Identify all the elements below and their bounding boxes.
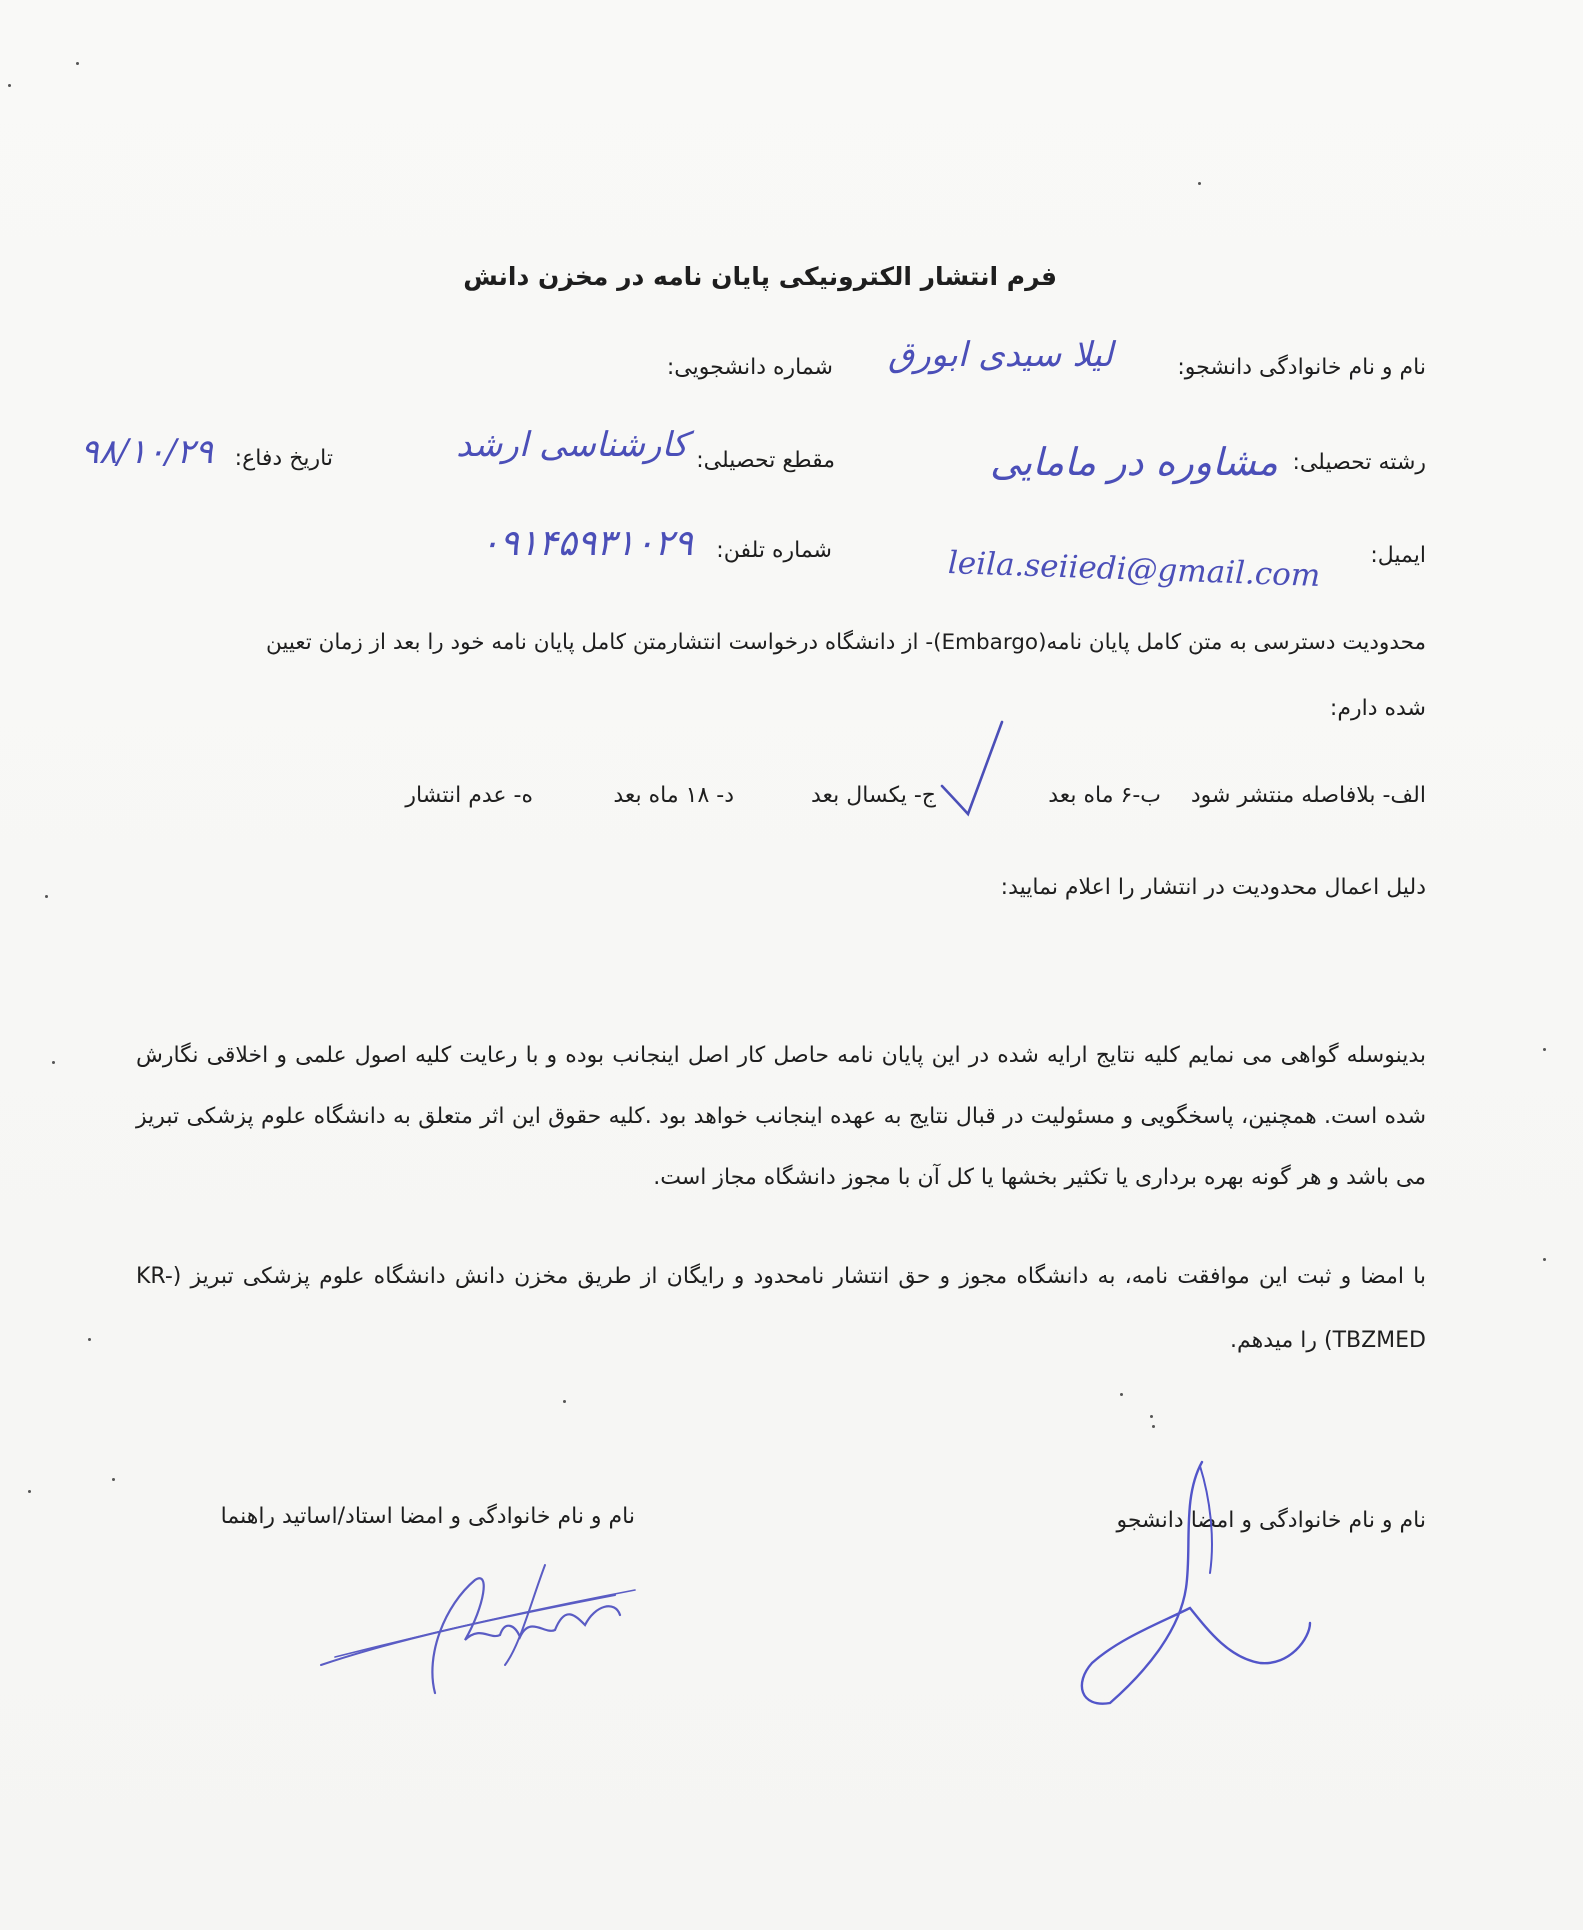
scan-speck bbox=[1150, 1415, 1153, 1418]
student-name-label: نام و نام خانوادگی دانشجو: bbox=[1177, 355, 1426, 380]
scan-speck bbox=[76, 62, 79, 65]
degree-level-label: مقطع تحصیلی: bbox=[696, 448, 835, 473]
embargo-option-1-year: ج- یکسال بعد bbox=[811, 783, 936, 808]
student-signature-label: نام و نام خانوادگی و امضا دانشجو bbox=[1116, 1508, 1426, 1533]
supervisor-signature bbox=[315, 1545, 645, 1700]
scan-speck bbox=[1543, 1258, 1546, 1261]
field-of-study-label: رشته تحصیلی: bbox=[1292, 450, 1426, 475]
scan-speck bbox=[1543, 1048, 1546, 1051]
embargo-option-18-months: د- ۱۸ ماه بعد bbox=[613, 783, 734, 808]
field-of-study-value: مشاوره در مامایی bbox=[990, 440, 1278, 484]
form-title: فرم انتشار الکترونیکی پایان نامه در مخزن دانش bbox=[463, 262, 1057, 291]
degree-level-value: کارشناسی ارشد bbox=[456, 425, 688, 465]
scan-speck bbox=[563, 1400, 566, 1403]
supervisor-signature-label: نام و نام خانوادگی و امضا استاد/اساتید راهنما bbox=[220, 1504, 635, 1529]
embargo-text-line1: محدودیت دسترسی به متن کامل پایان نامه(Embargo)- از دانشگاه درخواست انتشارمتن کامل پایان نامه خود را بعد از زمان تعیین bbox=[266, 630, 1426, 655]
scan-speck bbox=[1120, 1393, 1123, 1396]
embargo-option-6-months: ب-۶ ماه بعد bbox=[1048, 783, 1161, 808]
embargo-option-no-publish: ه- عدم انتشار bbox=[405, 783, 533, 808]
student-signature bbox=[1070, 1458, 1320, 1718]
student-number-label: شماره دانشجویی: bbox=[666, 355, 833, 380]
license-paragraph: با امضا و ثبت این موافقت نامه، به دانشگاه مجوز و حق انتشار نامحدود و رایگان از طریق مخزن دانش دانشگاه علوم پزشکی تبریز (KR-TBZMED) را میدهم. bbox=[136, 1264, 1426, 1353]
phone-label: شماره تلفن: bbox=[716, 538, 832, 563]
phone-value: ۰۹۱۴۵۹۳۱۰۲۹ bbox=[480, 523, 693, 564]
email-value: leila.seiiedi@gmail.com bbox=[947, 545, 1321, 594]
scan-speck bbox=[28, 1490, 31, 1493]
scan-speck bbox=[8, 84, 11, 87]
declaration-paragraph: بدینوسله گواهی می نمایم کلیه نتایج ارایه شده در این پایان نامه حاصل کار اصل اینجانب بوده و با رعایت کلیه اصول علمی و اخلاقی نگارش شده است. همچنین، پاسخگویی و مسئولیت در قبال نتایج به عهده اینجانب خواهد بود .کلیه حقوق این اثر متعلق به دانشگاه علوم پزشکی تبریز می باشد و هر گونه بهره برداری یا تکثیر بخشها یا کل آن با مجوز دانشگاه مجاز است. bbox=[136, 1043, 1426, 1190]
scan-speck bbox=[112, 1478, 115, 1481]
defense-date-label: تاریخ دفاع: bbox=[234, 446, 333, 471]
email-label: ایمیل: bbox=[1370, 543, 1426, 568]
embargo-option-immediate: الف- بلافاصله منتشر شود bbox=[1190, 783, 1426, 808]
defense-date-value: ۹۸/۱۰/۲۹ bbox=[80, 432, 213, 472]
scan-speck bbox=[1198, 182, 1201, 185]
scan-speck bbox=[52, 1061, 55, 1064]
embargo-reason-label: دلیل اعمال محدودیت در انتشار را اعلام نمایید: bbox=[1000, 875, 1426, 900]
scan-speck bbox=[45, 895, 48, 898]
checkmark-icon bbox=[940, 718, 1010, 818]
student-name-value: لیلا سیدی ابورق bbox=[887, 335, 1113, 375]
scan-speck bbox=[1152, 1425, 1155, 1428]
scan-speck bbox=[88, 1338, 91, 1341]
embargo-text-line2: شده دارم: bbox=[1329, 696, 1426, 721]
